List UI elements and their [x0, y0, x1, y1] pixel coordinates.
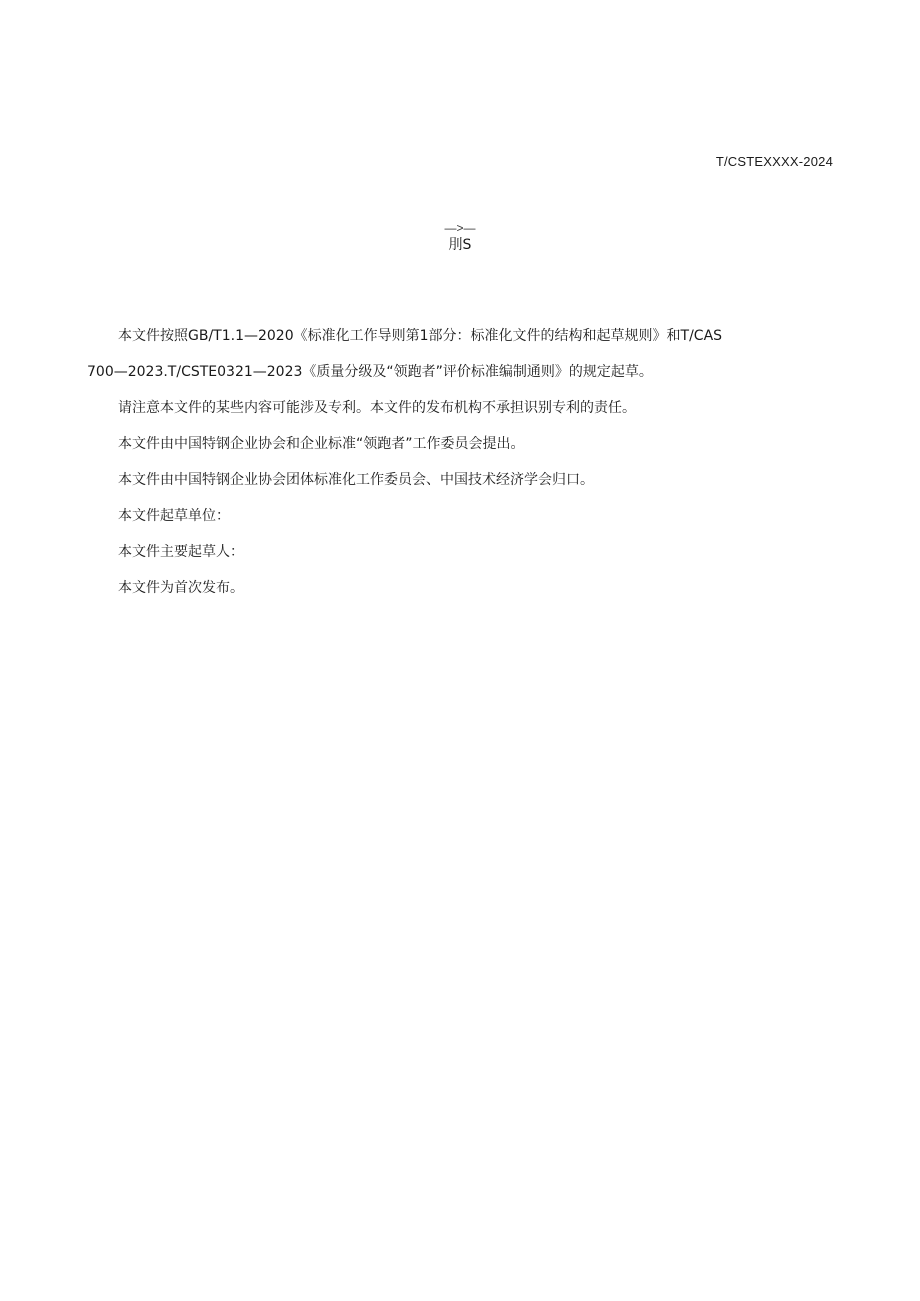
paragraph-main-drafters: 本文件主要起草人：: [118, 544, 244, 560]
section-heading: [0, 220, 920, 254]
paragraph-managed-by: 本文件由中国特钢企业协会团体标准化工作委员会、中国技术经济学会归口。: [118, 472, 594, 488]
document-body: [87, 318, 777, 606]
paragraph-first-release: 本文件为首次发布。: [118, 580, 244, 596]
paragraph-patent-notice: 请注意本文件的某些内容可能涉及专利。本文件的发布机构不承担识别专利的责任。: [118, 400, 636, 416]
heading-ornament: —>—: [444, 221, 476, 235]
document-code: T/CSTEXXXX-2024: [715, 154, 833, 169]
paragraph-proposed-by: 本文件由中国特钢企业协会和企业标准“领跑者”工作委员会提出。: [118, 436, 525, 452]
paragraph-drafting-basis: 本文件按照GB/T1.1—2020《标准化工作导则第1部分：标准化文件的结构和起草规则》和T/CAS: [118, 328, 723, 344]
paragraph-drafting-basis-continued: 700—2023.T/CSTE0321—2023《质量分级及“领跑者”评价标准编制通则》的规定起草。: [87, 364, 653, 380]
paragraph-drafting-units: 本文件起草单位：: [118, 508, 230, 524]
heading-title: 刖S: [448, 237, 472, 253]
